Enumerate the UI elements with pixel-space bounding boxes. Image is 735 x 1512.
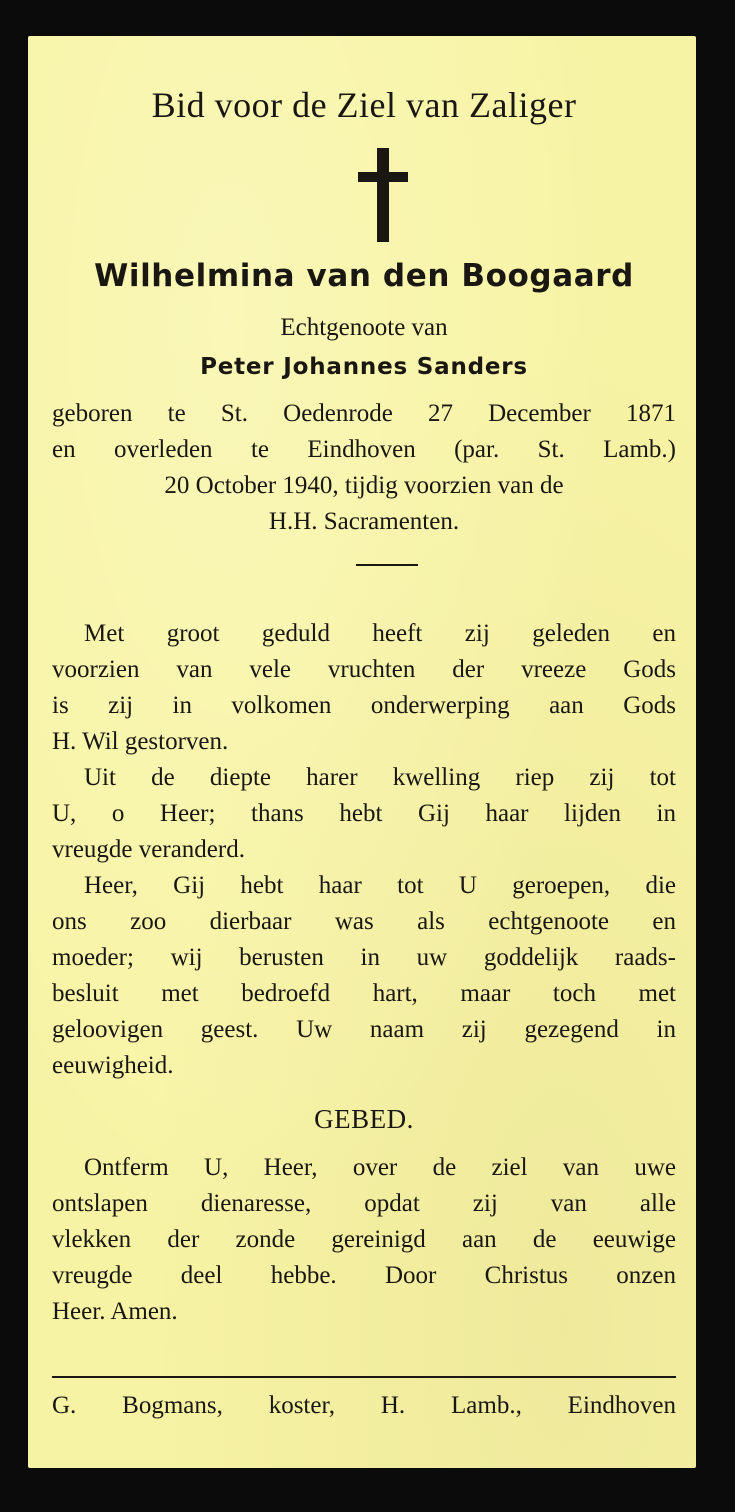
deceased-name: Wilhelmina van den Boogaard [94,258,634,294]
details-line: geboren te St. Oedenrode 27 December 1871 [52,400,676,427]
text-line: moeder; wij berusten in uw goddelijk raads- [52,944,676,971]
text-line: besluit met bedroefd hart, maar toch met [52,980,676,1007]
prayer-title: GEBED. [314,1104,414,1134]
text-line: is zij in volkomen onderwerping aan Gods [52,692,676,719]
details-line: H.H. Sacramenten. [268,508,460,535]
text-line: U, o Heer; thans hebt Gij haar lijden in [52,800,676,827]
memorial-card [28,36,696,1468]
card-content [52,36,676,1468]
text-line: H. Wil gestorven. [52,728,229,755]
text-line: Heer, Gij hebt haar tot U geroepen, die [84,872,676,899]
prayer-line: Ontferm U, Heer, over de ziel van uwe [84,1154,676,1181]
text-line: geloovigen geest. Uw naam zij gezegend in [52,1016,676,1043]
prayer-line: ontslapen dienaresse, opdat zij van alle [52,1190,676,1217]
footer-divider [52,1376,676,1378]
prayer-line: Heer. Amen. [52,1298,178,1325]
text-line: ons zoo dierbaar was als echtgenoote en [52,908,676,935]
text-line: Uit de diepte harer kwelling riep zij tot [84,764,676,791]
text-line: voorzien van vele vruchten der vreeze Gods [52,656,676,683]
spouse-name: Peter Johannes Sanders [200,354,528,380]
divider [356,564,418,566]
prayer-line: vlekken der zonde gereinigd aan de eeuwige [52,1226,676,1253]
cross-icon [358,148,408,242]
printer-credit: G. Bogmans, koster, H. Lamb., Eindhoven [52,1392,676,1419]
details-line: en overleden te Eindhoven (par. St. Lamb.) [52,436,676,463]
details-line: 20 October 1940, tijdig voorzien van de [164,472,564,499]
spouse-label: Echtgenoote van [280,314,448,341]
text-line: vreugde veranderd. [52,836,245,863]
prayer-line: vreugde deel hebbe. Door Christus onzen [52,1262,676,1289]
text-line: Met groot geduld heeft zij geleden en [84,620,676,647]
text-line: eeuwigheid. [52,1052,174,1079]
card-header: Bid voor de Ziel van Zaliger [151,85,577,125]
